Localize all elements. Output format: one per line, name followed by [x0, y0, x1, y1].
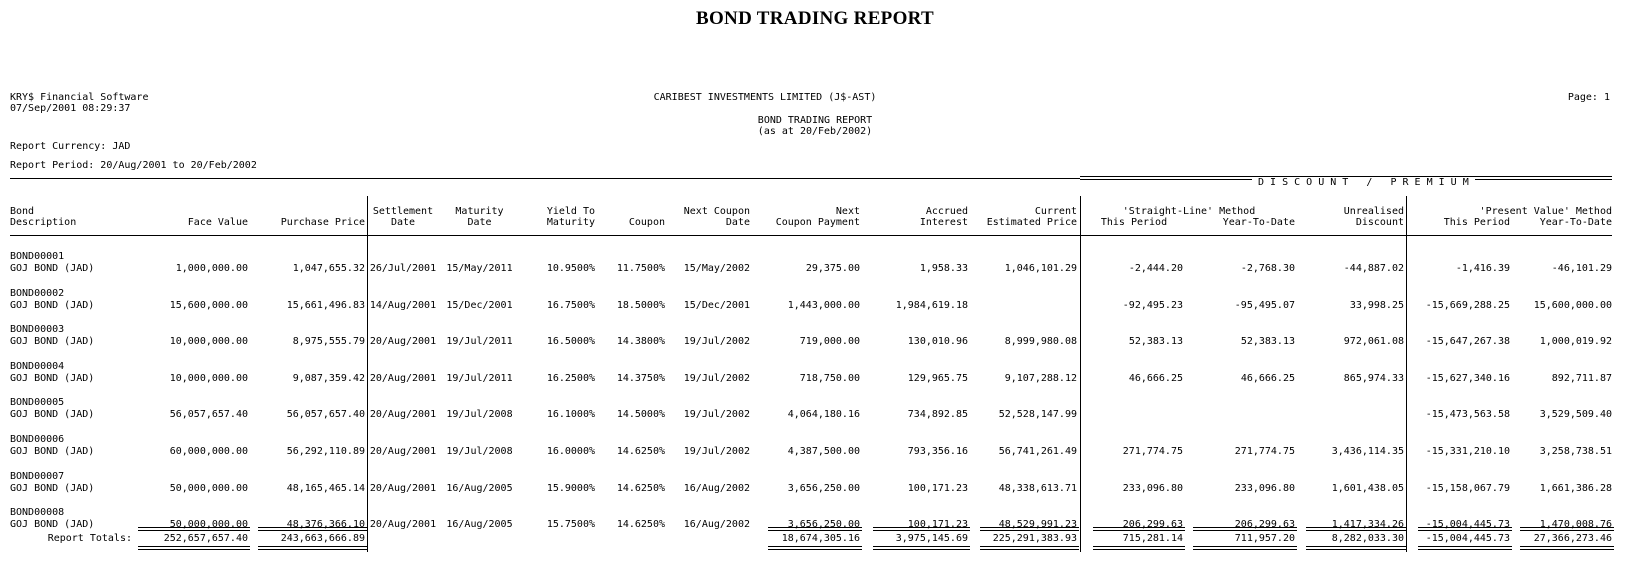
total-rule-sl_ytd-top [1193, 527, 1297, 531]
cell-settle: 26/Jul/2001 [369, 263, 437, 274]
total-face: 252,657,657.40 [163, 533, 248, 544]
cell-pv_this: -15,004,445.73 [1425, 519, 1510, 530]
cell-sl_this: 271,774.75 [1122, 446, 1183, 457]
total-current: 225,291,383.93 [992, 533, 1077, 544]
bond-code: BOND00001 [10, 251, 65, 262]
bond-code: BOND00006 [10, 434, 65, 445]
header-bond-2: Description [10, 217, 77, 228]
cell-current: 48,338,613.71 [998, 483, 1077, 494]
bond-description: GOJ BOND (JAD) [10, 263, 95, 274]
report-title: BOND TRADING REPORT [696, 8, 934, 29]
header-rule [10, 178, 1080, 179]
bond-description: GOJ BOND (JAD) [10, 519, 95, 530]
cell-nextpay: 718,750.00 [799, 373, 860, 384]
cell-pv_this: -15,669,288.25 [1425, 300, 1510, 311]
total-rule-pv_this-bottom [1418, 546, 1512, 550]
bond-code: BOND00003 [10, 324, 65, 335]
total-unreal: 8,282,033.30 [1331, 533, 1404, 544]
cell-purchase: 15,661,496.83 [286, 300, 365, 311]
total-accrued: 3,975,145.69 [895, 533, 968, 544]
cell-nextpay: 1,443,000.00 [787, 300, 860, 311]
cell-nextpay: 29,375.00 [805, 263, 860, 274]
cell-accrued: 129,965.75 [907, 373, 968, 384]
total-rule-face-top [138, 527, 250, 531]
cell-pv_ytd: 3,529,509.40 [1539, 409, 1612, 420]
cell-nextdate: 19/Jul/2002 [683, 446, 750, 457]
header-sl-this-period: This Period [1100, 217, 1168, 228]
cell-coupon: 14.3750% [616, 373, 665, 384]
header-current-2: Estimated Price [986, 217, 1077, 228]
cell-purchase: 48,376,366.10 [286, 519, 365, 530]
cell-sl_this: -92,495.23 [1122, 300, 1183, 311]
cell-pv_this: -15,627,340.16 [1425, 373, 1510, 384]
header-straight-line-group: 'Straight-Line' Method [1122, 206, 1256, 217]
cell-maturity: 15/Dec/2001 [446, 300, 513, 311]
cell-nextdate: 19/Jul/2002 [683, 409, 750, 420]
cell-nextpay: 719,000.00 [799, 336, 860, 347]
header-accrued-1: Accrued [925, 206, 968, 217]
cell-ytm: 16.7500% [546, 300, 595, 311]
cell-purchase: 8,975,555.79 [292, 336, 365, 347]
cell-accrued: 793,356.16 [907, 446, 968, 457]
cell-face: 10,000,000.00 [169, 336, 248, 347]
cell-settle: 20/Aug/2001 [369, 373, 437, 384]
cell-ytm: 16.2500% [546, 373, 595, 384]
cell-maturity: 19/Jul/2011 [446, 373, 513, 384]
cell-coupon: 14.6250% [616, 519, 665, 530]
cell-unreal: 3,436,114.35 [1331, 446, 1404, 457]
total-rule-nextpay-bottom [768, 546, 862, 550]
cell-maturity: 19/Jul/2008 [446, 409, 513, 420]
cell-coupon: 11.7500% [616, 263, 665, 274]
cell-settle: 20/Aug/2001 [369, 336, 437, 347]
report-subtitle: BOND TRADING REPORT [757, 115, 873, 126]
cell-settle: 20/Aug/2001 [369, 446, 437, 457]
cell-sl_this: 52,383.13 [1128, 336, 1183, 347]
cell-settle: 20/Aug/2001 [369, 483, 437, 494]
bond-code: BOND00004 [10, 361, 65, 372]
cell-sl_this: -2,444.20 [1128, 263, 1183, 274]
cell-nextdate: 19/Jul/2002 [683, 336, 750, 347]
cell-pv_ytd: 1,000,019.92 [1539, 336, 1612, 347]
header-sl-year-to-date: Year-To-Date [1222, 217, 1295, 228]
header-pv-this-period: This Period [1443, 217, 1510, 228]
bond-code: BOND00002 [10, 288, 65, 299]
cell-nextdate: 16/Aug/2002 [683, 519, 750, 530]
cell-purchase: 1,047,655.32 [292, 263, 365, 274]
total-purchase: 243,663,666.89 [280, 533, 365, 544]
header-current-1: Current [1034, 206, 1077, 217]
bond-description: GOJ BOND (JAD) [10, 483, 95, 494]
cell-current: 56,741,261.49 [998, 446, 1077, 457]
cell-pv_ytd: 1,661,386.28 [1539, 483, 1612, 494]
cell-pv_this: -15,158,067.79 [1425, 483, 1510, 494]
cell-pv_ytd: 15,600,000.00 [1533, 300, 1612, 311]
header-nextpay-2: Coupon Payment [775, 217, 860, 228]
total-rule-pv_ytd-top [1520, 527, 1614, 531]
header-settle-2: Date [390, 217, 416, 228]
total-rule-face-bottom [138, 546, 250, 550]
cell-face: 10,000,000.00 [169, 373, 248, 384]
total-rule-purchase-top [258, 527, 367, 531]
header-pv-year-to-date: Year-To-Date [1539, 217, 1612, 228]
cell-pv_ytd: 3,258,738.51 [1539, 446, 1612, 457]
report-as-at: (as at 20/Feb/2002) [757, 126, 873, 137]
cell-nextpay: 4,064,180.16 [787, 409, 860, 420]
cell-coupon: 14.5000% [616, 409, 665, 420]
total-rule-nextpay-top [768, 527, 862, 531]
cell-maturity: 15/May/2011 [446, 263, 513, 274]
cell-purchase: 9,087,359.42 [292, 373, 365, 384]
cell-face: 1,000,000.00 [175, 263, 248, 274]
cell-nextdate: 15/May/2002 [683, 263, 750, 274]
header-nextpay-1: Next [835, 206, 860, 217]
bond-description: GOJ BOND (JAD) [10, 373, 95, 384]
header-maturity-2: Date [467, 217, 492, 228]
cell-unreal: 1,417,334.26 [1331, 519, 1404, 530]
total-rule-pv_this-top [1418, 527, 1512, 531]
separator-unrealised [1406, 196, 1407, 552]
cell-ytm: 16.5000% [546, 336, 595, 347]
bond-description: GOJ BOND (JAD) [10, 446, 95, 457]
total-rule-pv_ytd-bottom [1520, 546, 1614, 550]
header-unreal-2: Discount [1355, 217, 1404, 228]
cell-current: 48,529,991.23 [998, 519, 1077, 530]
header-settle-1: Settlement [372, 206, 434, 217]
header-nextdate-2: Date [725, 217, 750, 228]
cell-pv_this: -15,473,563.58 [1425, 409, 1510, 420]
cell-maturity: 16/Aug/2005 [446, 519, 513, 530]
cell-nextpay: 4,387,500.00 [787, 446, 860, 457]
cell-accrued: 1,958.33 [919, 263, 968, 274]
cell-settle: 20/Aug/2001 [369, 409, 437, 420]
cell-ytm: 10.9500% [546, 263, 595, 274]
separator-current [1080, 196, 1081, 552]
header-accrued-2: Interest [919, 217, 968, 228]
bond-description: GOJ BOND (JAD) [10, 300, 95, 311]
cell-pv_ytd: 892,711.87 [1551, 373, 1612, 384]
cell-sl_ytd: 206,299.63 [1234, 519, 1295, 530]
cell-sl_ytd: 46,666.25 [1240, 373, 1295, 384]
cell-purchase: 56,292,110.89 [286, 446, 365, 457]
total-pv_this: -15,004,445.73 [1425, 533, 1510, 544]
total-pv_ytd: 27,366,273.46 [1533, 533, 1612, 544]
cell-nextpay: 3,656,250.00 [787, 483, 860, 494]
header-ytm-2: Maturity [546, 217, 595, 228]
bond-description: GOJ BOND (JAD) [10, 409, 95, 420]
cell-unreal: 1,601,438.05 [1331, 483, 1404, 494]
total-rule-sl_this-bottom [1093, 546, 1185, 550]
total-rule-unreal-bottom [1306, 546, 1406, 550]
cell-coupon: 18.5000% [616, 300, 665, 311]
cell-current: 8,999,980.08 [1004, 336, 1077, 347]
discount-premium-label: D I S C O U N T / P R E M I U M [1252, 177, 1475, 189]
cell-face: 50,000,000.00 [169, 483, 248, 494]
cell-ytm: 15.7500% [546, 519, 595, 530]
cell-sl_ytd: 233,096.80 [1234, 483, 1295, 494]
total-rule-current-top [980, 527, 1079, 531]
cell-accrued: 100,171.23 [907, 519, 968, 530]
page-number: Page: 1 [1567, 92, 1610, 103]
total-rule-accrued-bottom [873, 546, 970, 550]
total-rule-sl_ytd-bottom [1193, 546, 1297, 550]
cell-purchase: 56,057,657.40 [286, 409, 365, 420]
cell-current: 52,528,147.99 [998, 409, 1077, 420]
cell-sl_ytd: 52,383.13 [1240, 336, 1295, 347]
cell-accrued: 1,984,619.18 [895, 300, 968, 311]
header-maturity-1: Maturity [455, 206, 504, 217]
totals-label: Report Totals: [47, 533, 132, 544]
cell-coupon: 14.3800% [616, 336, 665, 347]
total-rule-accrued-top [873, 527, 970, 531]
cell-maturity: 19/Jul/2011 [446, 336, 513, 347]
cell-pv_this: -1,416.39 [1455, 263, 1510, 274]
cell-sl_this: 46,666.25 [1128, 373, 1183, 384]
header-unreal-1: Unrealised [1343, 206, 1404, 217]
cell-coupon: 14.6250% [616, 446, 665, 457]
bond-code: BOND00005 [10, 397, 65, 408]
total-rule-purchase-bottom [258, 546, 367, 550]
cell-ytm: 16.0000% [546, 446, 595, 457]
cell-sl_ytd: 271,774.75 [1234, 446, 1295, 457]
cell-sl_this: 233,096.80 [1122, 483, 1183, 494]
cell-pv_ytd: 1,470,008.76 [1539, 519, 1612, 530]
cell-current: 1,046,101.29 [1004, 263, 1077, 274]
bond-code: BOND00007 [10, 471, 65, 482]
cell-coupon: 14.6250% [616, 483, 665, 494]
cell-maturity: 19/Jul/2008 [446, 446, 513, 457]
cell-ytm: 15.9000% [546, 483, 595, 494]
cell-nextdate: 16/Aug/2002 [683, 483, 750, 494]
cell-pv_this: -15,647,267.38 [1425, 336, 1510, 347]
cell-pv_this: -15,331,210.10 [1425, 446, 1510, 457]
cell-face: 60,000,000.00 [169, 446, 248, 457]
header-nextdate-1: Next Coupon [683, 206, 750, 217]
header-bond-1: Bond [10, 206, 35, 217]
header-coupon-2: Coupon [628, 217, 665, 228]
cell-purchase: 48,165,465.14 [286, 483, 365, 494]
header-face-2: Face Value [187, 217, 248, 228]
column-header-rule [10, 235, 1612, 236]
bond-code: BOND00008 [10, 507, 65, 518]
cell-maturity: 16/Aug/2005 [446, 483, 513, 494]
company-name: CARIBEST INVESTMENTS LIMITED (J$-AST) [653, 92, 877, 103]
cell-unreal: 33,998.25 [1349, 300, 1404, 311]
cell-sl_ytd: -2,768.30 [1240, 263, 1295, 274]
header-ytm-1: Yield To [546, 206, 595, 217]
total-sl_ytd: 711,957.20 [1234, 533, 1295, 544]
cell-face: 56,057,657.40 [169, 409, 248, 420]
total-nextpay: 18,674,305.16 [781, 533, 860, 544]
cell-unreal: -44,887.02 [1343, 263, 1404, 274]
cell-current: 9,107,288.12 [1004, 373, 1077, 384]
cell-pv_ytd: -46,101.29 [1551, 263, 1612, 274]
cell-sl_ytd: -95,495.07 [1234, 300, 1295, 311]
cell-unreal: 972,061.08 [1343, 336, 1404, 347]
cell-settle: 14/Aug/2001 [369, 300, 437, 311]
total-rule-sl_this-top [1093, 527, 1185, 531]
cell-nextpay: 3,656,250.00 [787, 519, 860, 530]
header-purchase-2: Purchase Price [280, 217, 365, 228]
total-rule-unreal-top [1306, 527, 1406, 531]
cell-face: 15,600,000.00 [169, 300, 248, 311]
cell-ytm: 16.1000% [546, 409, 595, 420]
report-datetime: 07/Sep/2001 08:29:37 [10, 103, 131, 114]
cell-accrued: 100,171.23 [907, 483, 968, 494]
cell-sl_this: 206,299.63 [1122, 519, 1183, 530]
report-currency: Report Currency: JAD [10, 141, 131, 152]
cell-settle: 20/Aug/2001 [369, 519, 437, 530]
cell-face: 50,000,000.00 [169, 519, 248, 530]
cell-unreal: 865,974.33 [1343, 373, 1404, 384]
report-period: Report Period: 20/Aug/2001 to 20/Feb/2002 [10, 160, 257, 171]
cell-accrued: 130,010.96 [907, 336, 968, 347]
cell-nextdate: 19/Jul/2002 [683, 373, 750, 384]
header-present-value-group: 'Present Value' Method [1479, 206, 1612, 217]
total-sl_this: 715,281.14 [1122, 533, 1183, 544]
cell-nextdate: 15/Dec/2001 [683, 300, 750, 311]
total-rule-current-bottom [980, 546, 1079, 550]
software-name: KRY$ Financial Software [10, 92, 149, 103]
bond-description: GOJ BOND (JAD) [10, 336, 95, 347]
cell-accrued: 734,892.85 [907, 409, 968, 420]
